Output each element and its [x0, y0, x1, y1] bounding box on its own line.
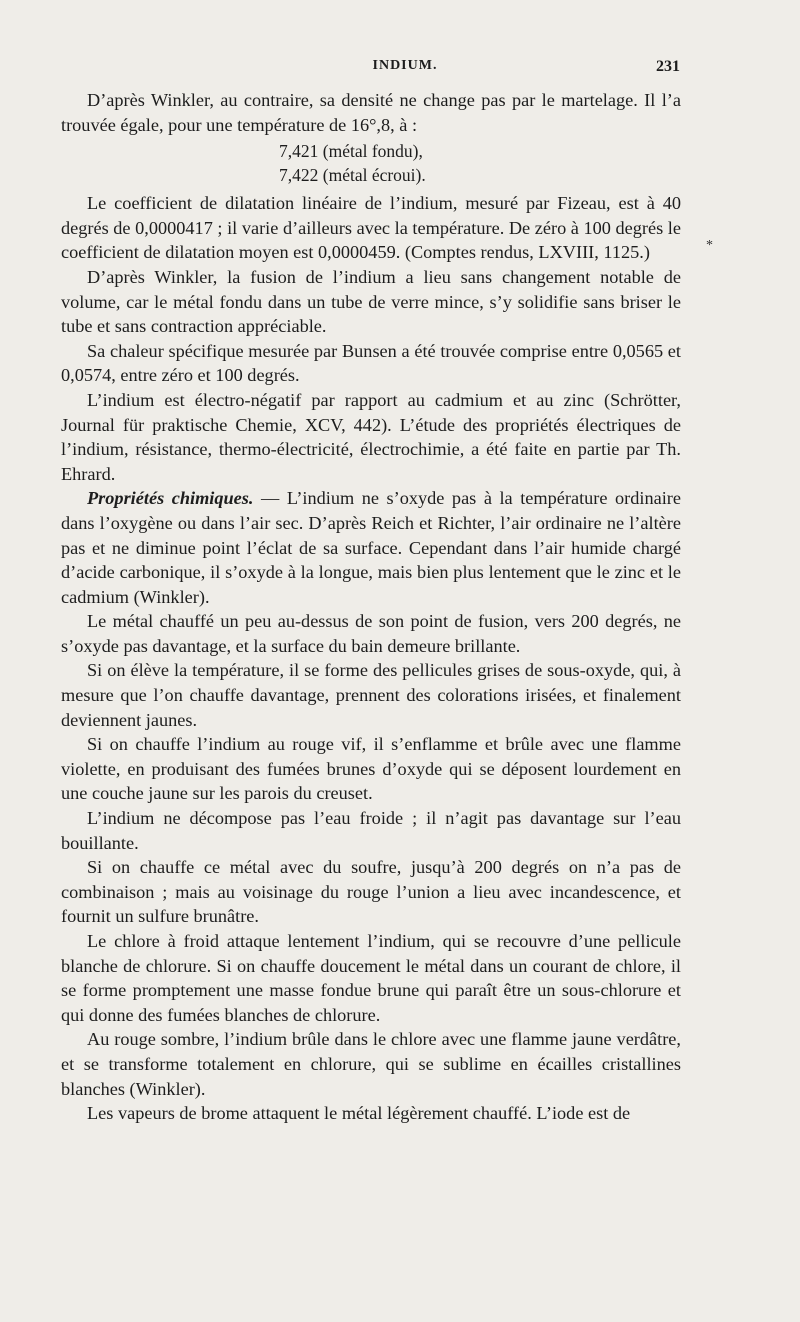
section-heading: Propriétés chimiques.: [87, 488, 254, 509]
paragraph: Si on chauffe l’indium au rouge vif, il s’enflamme et brûle avec une flamme violette, en produisant des fumées brunes d’oxyde qui se déposent lourdement en une couche jaune sur les parois du creuset.: [61, 734, 681, 804]
paragraph: D’après Winkler, la fusion de l’indium a lieu sans changement notable de volume, car le métal fondu dans un tube de verre mince, s’y solidifie sans briser le tube et sans contraction appréciable.: [61, 266, 681, 337]
paragraph: Si on chauffe ce métal avec du soufre, jusqu’à 200 degrés on n’a pas de combinaison ; mais au voisinage du rouge l’union a lieu avec incandescence, et fournit un sulfure brunâtre.: [61, 857, 681, 927]
paragraph: Si on élève la température, il se forme des pellicules grises de sous-oxyde, qui, à mesure que l’on chauffe davantage, prennent des colorations irisées, et finalement deviennent jaunes.: [61, 660, 681, 730]
section-paragraph: [61, 486, 681, 609]
page-body: [61, 88, 681, 1126]
paragraph: Le coefficient de dilatation linéaire de l’indium, mesuré par Fizeau, est à 40 degrés de 0,0000417 ; il varie d’ailleurs avec la température. De zéro à 100 degrés le coefficient de dilatation moyen est 0,0000459. (Comptes rendus, LXVIII, 1125.): [61, 193, 681, 263]
running-title: INDIUM.: [372, 58, 438, 73]
density-value: 7,421 (métal fondu),: [279, 141, 423, 162]
paragraph: L’indium est électro-négatif par rapport au cadmium et au zinc (Schrötter, Journal für praktische Chemie, XCV, 442). L’étude des propriétés électriques de l’indium, résistance, thermo-électricité, électrochimie, a été faite en partie par Th. Ehrard.: [61, 389, 681, 484]
paragraph: Les vapeurs de brome attaquent le métal légèrement chauffé. L’iode est de: [87, 1103, 631, 1124]
paragraph: Le métal chauffé un peu au-dessus de son point de fusion, vers 200 degrés, ne s’oxyde pas davantage, et la surface du bain demeure brillante.: [61, 611, 681, 656]
margin-mark: *: [706, 238, 713, 253]
density-values: [61, 140, 681, 187]
paragraph: Sa chaleur spécifique mesurée par Bunsen a été trouvée comprise entre 0,0565 et 0,0574, entre zéro et 100 degrés.: [61, 340, 681, 386]
paragraph: D’après Winkler, au contraire, sa densité ne change pas par le martelage. Il l’a trouvée égale, pour une température de 16°,8, à :: [61, 90, 681, 135]
density-value: 7,422 (métal écroui).: [279, 164, 426, 185]
paragraph: L’indium ne décompose pas l’eau froide ; il n’agit pas davantage sur l’eau bouillante.: [61, 808, 681, 853]
paragraph: Au rouge sombre, l’indium brûle dans le chlore avec une flamme jaune verdâtre, et se transforme totalement en chlorure, qui se sublime en écailles cristallines blanches (Winkler).: [61, 1029, 681, 1099]
page-number: 231: [656, 58, 680, 75]
paragraph: Le chlore à froid attaque lentement l’indium, qui se recouvre d’une pellicule blanche de chlorure. Si on chauffe doucement le métal dans un courant de chlore, il se forme promptement une masse fondue brune qui paraît être un sous-chlorure et qui donne des fumées blanches de chlorure.: [61, 931, 681, 1025]
section-text: — L’indium ne s’oxyde pas à la température ordinaire dans l’oxygène ou dans l’air sec. D’après Reich et Richter, l’air ordinaire ne l’altère pas et ne diminue point l’éclat de sa surface. Cependant dans l’air humide chargé d’acide carbonique, il s’oxyde à la longue, mais bien plus lentement que le zinc et le cadmium (Winkler).: [61, 488, 682, 607]
running-header: [130, 58, 680, 78]
